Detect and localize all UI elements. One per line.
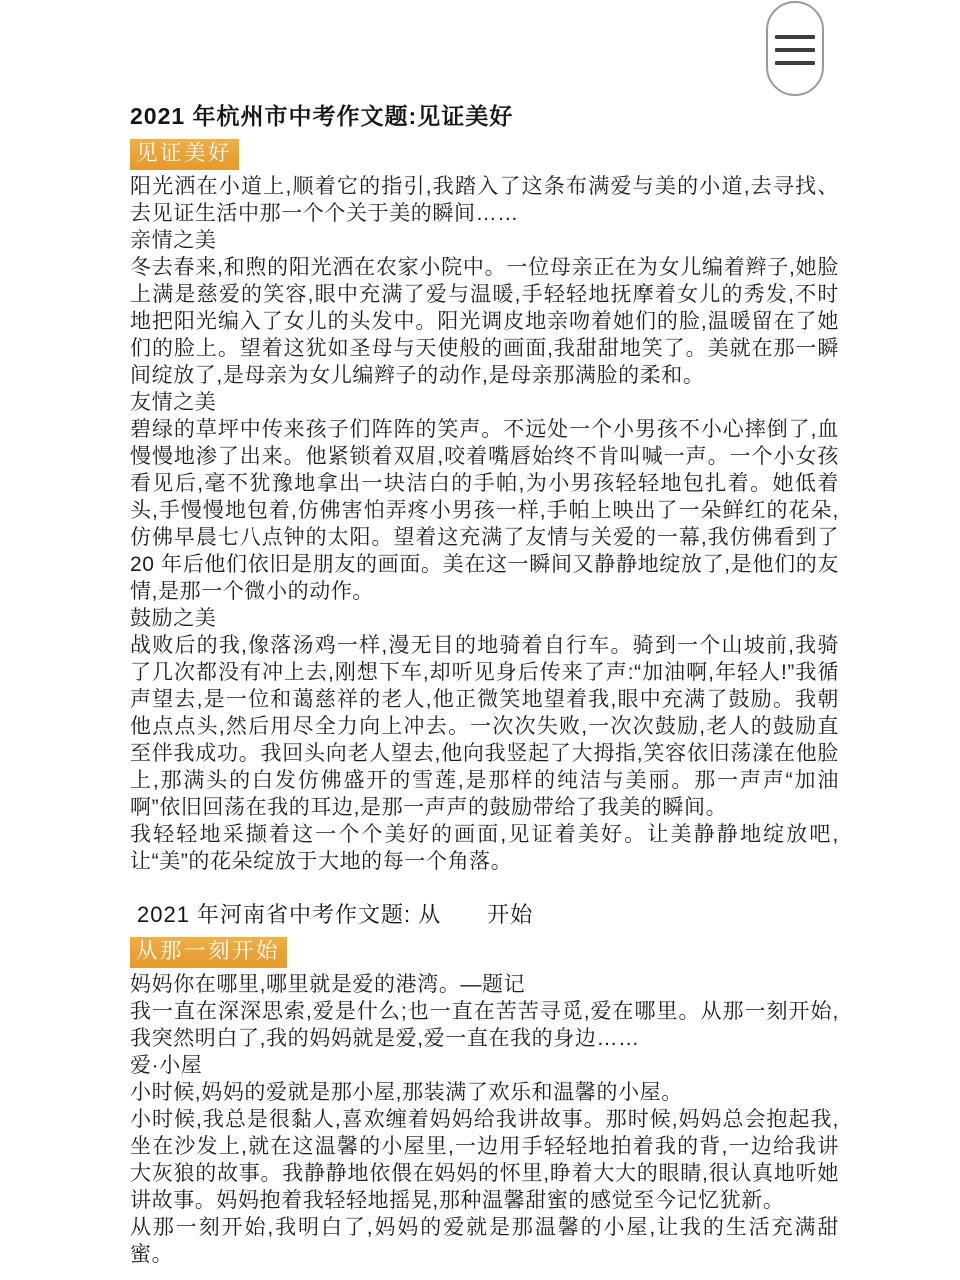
paragraph-epigraph: 妈妈你在哪里,哪里就是爱的港湾。—题记 — [130, 973, 526, 997]
paragraph-intro: 阳光洒在小道上,顺着它的指引,我踏入了这条布满爱与美的小道,去寻找、去见证生活中那一个个关于美的瞬间…… — [130, 175, 839, 226]
paragraph: 碧绿的草坪中传来孩子们阵阵的笑声。不远处一个小男孩不小心摔倒了,血慢慢地渗了出来。他紧锁着双眉,咬着嘴唇始终不肯叫喊一声。一个小女孩看见后,毫不犹豫地拿出一块洁白的手帕,为小男孩轻轻地包扎着。她低着头,手慢慢地包着,仿佛害怕弄疼小男孩一样,手帕上映出了一朵鲜红的花朵,仿佛早晨七八点钟的太阳。望着这充满了友情与关爱的一幕,我仿佛看到了 20 年后他们依旧是朋友的画面。美在这一瞬间又静静地绽放了,是他们的友情,是那一个微小的动作。 — [130, 418, 839, 604]
menu-bar — [775, 61, 815, 65]
essay-document — [130, 102, 839, 1268]
menu-bar — [775, 35, 815, 39]
menu-button[interactable] — [766, 1, 824, 96]
essay-title-highlight: 见证美好 — [130, 139, 239, 171]
menu-bar — [775, 48, 815, 52]
essay-section-hangzhou — [130, 102, 839, 875]
paragraph: 战败后的我,像落汤鸡一样,漫无目的地骑着自行车。骑到一个山坡前,我骑了几次都没有冲上去,刚想下车,却听见身后传来了声:“加油啊,年轻人!”我循声望去,是一位和蔼慈祥的老人,他正微笑地望着我,眼中充满了鼓励。我朝他点点头,然后用尽全力向上冲去。一次次失败,一次次鼓励,老人的鼓励直至伴我成功。我回头向老人望去,他向我竖起了大拇指,笑容依旧荡漾在他脸上,那满头的白发仿佛盛开的雪莲,是那样的纯洁与美丽。那一声声“加油啊”依旧回荡在我的耳边,是那一声声的鼓励带给了我美的瞬间。 — [130, 634, 839, 820]
essay-title-highlight: 从那一刻开始 — [130, 937, 287, 969]
sub-heading: 友情之美 — [130, 391, 217, 415]
sub-heading: 爱·小屋 — [130, 1054, 203, 1078]
paragraph: 冬去春来,和煦的阳光洒在农家小院中。一位母亲正在为女儿编着辫子,她脸上满是慈爱的笑容,眼中充满了爱与温暖,手轻轻地抚摩着女儿的秀发,不时地把阳光编入了女儿的头发中。阳光调皮地亲吻着她们的脸,温暖留在了她们的脸上。望着这犹如圣母与天使般的画面,我甜甜地笑了。美就在那一瞬间绽放了,是母亲为女儿编辫子的动作,是母亲那满脸的柔和。 — [130, 256, 839, 388]
essay-prompt-title: 2021 年河南省中考作文题: 从 开始 — [137, 902, 534, 928]
essay-section-henan — [130, 901, 839, 1268]
highlight-row — [130, 937, 839, 969]
paragraph-intro: 我一直在深深思索,爱是什么;也一直在苦苦寻觅,爱在哪里。从那一刻开始,我突然明白了,我的妈妈就是爱,爱一直在我的身边…… — [130, 1000, 839, 1051]
paragraph-conclusion: 我轻轻地采撷着这一个个美好的画面,见证着美好。让美静静地绽放吧,让“美”的花朵绽放于大地的每一个角落。 — [130, 823, 839, 874]
hamburger-menu-icon — [775, 35, 815, 65]
paragraph: 小时候,妈妈的爱就是那小屋,那装满了欢乐和温馨的小屋。 — [130, 1081, 683, 1105]
highlight-row — [130, 139, 839, 171]
essay-prompt-title: 2021 年杭州市中考作文题:见证美好 — [130, 103, 514, 129]
paragraph: 小时候,我总是很黏人,喜欢缠着妈妈给我讲故事。那时候,妈妈总会抱起我,坐在沙发上,就在这温馨的小屋里,一边用手轻轻地拍着我的背,一边给我讲大灰狼的故事。我静静地依偎在妈妈的怀里,睁着大大的眼睛,很认真地听她讲故事。妈妈抱着我轻轻地摇晃,那种温馨甜蜜的感觉至今记忆犹新。 — [130, 1108, 839, 1213]
paragraph-conclusion: 从那一刻开始,我明白了,妈妈的爱就是那温馨的小屋,让我的生活充满甜蜜。 — [130, 1216, 839, 1267]
sub-heading: 鼓励之美 — [130, 607, 217, 631]
sub-heading: 亲情之美 — [130, 229, 217, 253]
